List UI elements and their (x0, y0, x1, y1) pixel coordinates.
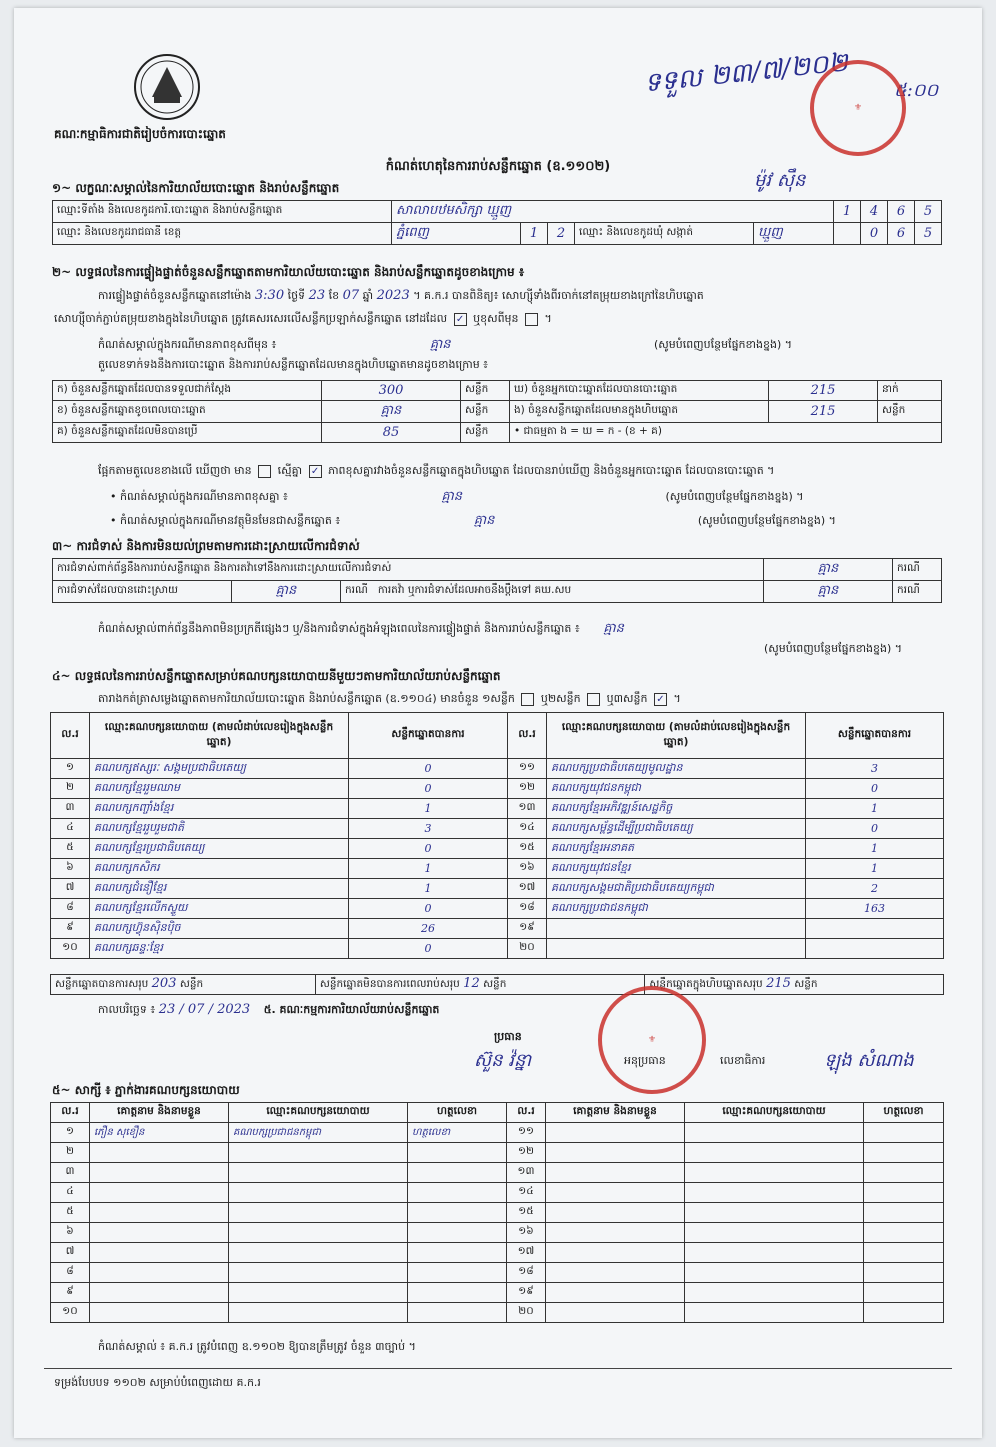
official-stamp-bottom: ⚜ (598, 986, 706, 1094)
party-votes (806, 939, 944, 959)
figures-intro: តួលេខទាក់ទងនឹងការបោះឆ្នោត និងការរាប់សន្លឹកឆ្នោតដែលមានក្នុងហិបឆ្នោតមានដូចខាងក្រោម ៖ (98, 358, 489, 371)
party-votes: 1 (806, 839, 944, 859)
witness-signature (408, 1303, 507, 1323)
party-results-table: ល.រ ឈ្មោះគណបក្សនយោបាយ (តាមលំដាប់លេខរៀងក្នុងសន្លឹកឆ្នោត) សន្លឹកឆ្នោតបានការ ល.រ ឈ្មោះគណបក្សនយោបាយ (តាមលំដាប់លេខរៀងក្នុងសន្លឹកឆ្នោត) សន្លឹកឆ្នោតបានការ ១ គណបក្សឥស្សរៈ សង្គមប្រជាធិបតេយ្យ 0 ១១ គណបក្សប្រជាធិបតេយ្យមូលដ្ឋាន 3 ២ គណបក្សខ្មែររួមឈាម 0 ១២ គណបក្សយុវជនកម្ពុជា 0 ៣ គណបក្សកញ្ចាំងខ្មែរ 1 ១៣ គណបក្សខ្មែរអភិវឌ្ឍន៍សេដ្ឋកិច្ច 1 ៤ គណបក្សខ្មែររួបរួមជាតិ 3 ១៤ គណបក្សសម្ព័ន្ធដើម្បីប្រជាធិបតេយ្យ 0 ៥ គណបក្សខ្មែរប្រជាធិបតេយ្យ 0 ១៥ គណបក្សខ្មែរអនាគត 1 ៦ គណបក្សកសិករ 1 ១៦ គណបក្សយុវជនខ្មែរ 1 ៧ គណបក្សជំនឿខ្មែរ 1 ១៧ គណបក្សសង្គមជាតិប្រជាធិបតេយ្យកម្ពុជា 2 ៨ គណបក្សខ្មែរលើកស្ទួយ 0 ១៨ គណបក្សប្រជាជនកម្ពុជា 163 ៩ គណបក្សហ៊្វុនស៊ិនប៉ិច 26 ១៩ ១០ គណបក្សឆន្ទៈខ្មែរ 0 ២០ (50, 712, 944, 959)
section-5-heading: ៥~ សាក្សី ៖ ភ្នាក់ងារគណបក្សនយោបាយ (52, 1083, 240, 1097)
witness-party (229, 1243, 408, 1263)
party-number: ១២ (508, 779, 547, 799)
province-code-2: 2 (548, 223, 575, 245)
party-name: គណបក្សសម្ព័ន្ធដើម្បីប្រជាធិបតេយ្យ (547, 819, 806, 839)
witness-name (90, 1283, 229, 1303)
party-name: គណបក្សខ្មែររួបរួមជាតិ (90, 819, 349, 839)
witness-party (229, 1303, 408, 1323)
irregularity-suffix: (សូមបំពេញបន្ថែមផ្នែកខាងខ្នង) ។ (764, 642, 903, 655)
party-name: គណបក្សហ៊្វុនស៊ិនប៉ិច (90, 919, 349, 939)
seal-line: សោហ្ស៊ីចាក់ភ្ជាប់តម្រុយខាងក្នុងនៃហិបឆ្នោត ត្រូវគេសរសេរលើសន្លឹកប្រឡាក់សន្លឹកឆ្នោត នៅដដែល ✓ ឬខុសពីមុន ។ (54, 312, 552, 325)
party-number: ៧ (51, 879, 90, 899)
witness-number: ៦ (51, 1223, 90, 1243)
witness-signature (408, 1143, 507, 1163)
witness-row (51, 1163, 944, 1183)
polling-station-value: សាលាបឋមសិក្សា ឃ្មួញ (392, 201, 834, 223)
station-code-4: 5 (915, 201, 942, 223)
witness-signature (408, 1183, 507, 1203)
received-time: ៥:០០ (894, 80, 939, 101)
witness-name (90, 1203, 229, 1223)
witness-signature (408, 1283, 507, 1303)
witness-row (51, 1223, 944, 1243)
witness-name (546, 1123, 685, 1143)
party-number: ១០ (51, 939, 90, 959)
witness-signature (864, 1183, 944, 1203)
party-name (547, 939, 806, 959)
result-row (51, 939, 944, 959)
witness-name (546, 1203, 685, 1223)
commune-code-1: 0 (861, 223, 888, 245)
party-number: ៣ (51, 799, 90, 819)
party-name: គណបក្សប្រជាជនកម្ពុជា (547, 899, 806, 919)
result-row (51, 799, 944, 819)
section-3-heading: ៣~ ការជំទាស់ និងការមិនយល់ព្រមតាមការដោះស្រាយលើការជំទាស់ (52, 539, 360, 553)
party-votes: 1 (806, 799, 944, 819)
province-code-1: 1 (521, 223, 548, 245)
party-name: គណបក្សជំនឿខ្មែរ (90, 879, 349, 899)
party-number: ២០ (508, 939, 547, 959)
result-row (51, 879, 944, 899)
witness-number: ១៤ (507, 1183, 546, 1203)
witness-number: ៤ (51, 1183, 90, 1203)
witness-signature (408, 1243, 507, 1263)
party-number: ១៣ (508, 799, 547, 819)
witness-number: ១៧ (507, 1243, 546, 1263)
witness-name (90, 1263, 229, 1283)
totals-table: សន្លឹកឆ្នោតបានការសរុប 203 សន្លឹក សន្លឹកឆ្នោតមិនបានការពេលរាប់សរុប 12 សន្លឹក សន្លឹកឆ្នោតក្នុងហិបឆ្នោតសរុប 215 សន្លឹក (50, 974, 944, 995)
witness-number: ៩ (51, 1283, 90, 1303)
chief-label: ប្រធាន (494, 1030, 522, 1043)
party-name: គណបក្សកសិករ (90, 859, 349, 879)
witness-party (685, 1203, 864, 1223)
commune-code-2: 6 (888, 223, 915, 245)
witness-party (685, 1243, 864, 1263)
section-2-heading: ២~ លទ្ធផលនៃការផ្ទៀងផ្ទាត់ចំនួនសន្លឹកឆ្នោតតាមការិយាល័យបោះឆ្នោត និងរាប់សន្លឹកឆ្នោតដូចខាងក្រោម ៖ (52, 265, 525, 279)
witness-name (546, 1243, 685, 1263)
footer-divider (44, 1368, 952, 1369)
result-row (51, 859, 944, 879)
difference-note: • កំណត់សម្គាល់ក្នុងករណីមានភាពខុសគ្នា ៖ គ្មាន (សូមបំពេញបន្ថែមផ្នែកខាងខ្នង) ។ (110, 489, 804, 504)
document-page (14, 8, 982, 1438)
witness-name (546, 1303, 685, 1323)
party-number: ១៥ (508, 839, 547, 859)
difference-checkbox[interactable]: ✓ (309, 465, 322, 478)
witness-signature (864, 1143, 944, 1163)
commune-code-blank (834, 223, 861, 245)
party-name: គណបក្សឆន្ទៈខ្មែរ (90, 939, 349, 959)
witness-party (685, 1303, 864, 1323)
witness-number: ១៩ (507, 1283, 546, 1303)
party-votes: 0 (806, 779, 944, 799)
objections-table: ការជំទាស់ពាក់ព័ន្ធនឹងការរាប់សន្លឹកឆ្នោត និងការតវ៉ាទៅនឹងការដោះស្រាយលើការជំទាស់ គ្មាន ករណី ការជំទាស់ដែលបានដោះស្រាយ គ្មាន ករណី ការតវ៉ា ឬការជំទាស់ដែលអាចនឹងប្តឹងទៅ គឃ.សប គ្មាន ករណី (52, 558, 942, 603)
irregularity-note: កំណត់សម្គាល់ពាក់ព័ន្ធនឹងភាពមិនប្រក្រតីផ្សេងៗ ឬ/និងការជំទាស់ក្នុងអំឡុងពេលនៃការផ្ទៀងផ្ទាត់ និងការរាប់សន្លឹកឆ្នោត ៖ គ្មាន (98, 621, 624, 636)
witness-row (51, 1123, 944, 1143)
witness-name (546, 1163, 685, 1183)
commune-label: ឈ្មោះ និងលេខកូដឃុំ សង្កាត់ (575, 223, 754, 245)
party-name: គណបក្សខ្មែរប្រជាធិបតេយ្យ (90, 839, 349, 859)
comparison-line: ផ្អែកតាមតួលេខខាងលើ ឃើញថា មាន ស្មើគ្នា ✓ ភាពខុសគ្នារវាងចំនួនសន្លឹកឆ្នោតក្នុងហិបឆ្នោត ដែលបានរាប់ឃើញ និងចំនួនអ្នកបោះឆ្នោត ដែលបានបោះឆ្នោត ។ (98, 464, 775, 477)
secretary-signature: ឡុង សំណាង (824, 1050, 914, 1071)
witness-party (685, 1143, 864, 1163)
ballot-figures-table: ក) ចំនួនសន្លឹកឆ្នោតដែលបានទទួលជាក់ស្តែង 300 សន្លឹក ឃ) ចំនួនអ្នកបោះឆ្នោតដែលបានបោះឆ្នោត 215 នាក់ ខ) ចំនួនសន្លឹកឆ្នោតខូចពេលបោះឆ្នោត គ្មាន សន្លឹក ង) ចំនួនសន្លឹកឆ្នោតដែលមានក្នុងហិបឆ្នោត 215 សន្លឹក គ) ចំនួនសន្លឹកឆ្នោតដែលមិនបានប្រើ 85 សន្លឹក • ជាធម្មតា ង = ឃ = ក - (ខ + គ) (52, 380, 942, 443)
party-number: ៩ (51, 919, 90, 939)
result-row (51, 839, 944, 859)
witness-number: ១២ (507, 1143, 546, 1163)
witness-party (685, 1163, 864, 1183)
committee-name: គណៈកម្មាធិការជាតិរៀបចំការបោះឆ្នោត (54, 127, 226, 141)
party-name: គណបក្សខ្មែរអភិវឌ្ឍន៍សេដ្ឋកិច្ច (547, 799, 806, 819)
foreign-object-note: • កំណត់សម្គាល់ក្នុងករណីមានវត្ថុមិនមែនជាសន្លឹកឆ្នោត ៖ គ្មាន (សូមបំពេញបន្ថែមផ្នែកខាងខ្នង) ។ (110, 513, 836, 528)
witness-name (546, 1263, 685, 1283)
witness-number: ១៣ (507, 1163, 546, 1183)
party-name: គណបក្សខ្មែរអនាគត (547, 839, 806, 859)
change-note-line: កំណត់សម្គាល់ក្នុងករណីមានភាពខុសពីមុន ៖ គ្មាន (សូមបំពេញបន្ថែមផ្នែកខាងខ្នង) ។ (98, 337, 793, 352)
witness-party (229, 1163, 408, 1183)
party-number: ១៧ (508, 879, 547, 899)
witness-number: ៣ (51, 1163, 90, 1183)
party-votes (806, 919, 944, 939)
witness-number: ១៨ (507, 1263, 546, 1283)
witness-name (90, 1183, 229, 1203)
witness-row (51, 1283, 944, 1303)
polling-station-label: ឈ្មោះទីតាំង និងលេខកូដការិ.បោះឆ្នោត និងរាប់សន្លឹកឆ្នោត (53, 201, 392, 223)
party-votes: 26 (349, 919, 508, 939)
party-number: ១ (51, 759, 90, 779)
party-number: ១៤ (508, 819, 547, 839)
province-label: ឈ្មោះ និងលេខកូដរាជធានី ខេត្ត (53, 223, 392, 245)
witness-signature (864, 1243, 944, 1263)
station-code-3: 6 (888, 201, 915, 223)
witness-signature (864, 1303, 944, 1323)
witness-number: ៧ (51, 1243, 90, 1263)
witness-number: ៥ (51, 1203, 90, 1223)
witness-number: ៨ (51, 1263, 90, 1283)
party-votes: 2 (806, 879, 944, 899)
witness-signature: ហត្ថលេខា (408, 1123, 507, 1143)
party-name (547, 919, 806, 939)
result-row (51, 899, 944, 919)
party-name: គណបក្សខ្មែរលើកស្ទួយ (90, 899, 349, 919)
party-number: ១៩ (508, 919, 547, 939)
party-number: ៨ (51, 899, 90, 919)
witness-number: ១ (51, 1123, 90, 1143)
three-sheet-checkbox[interactable]: ✓ (654, 693, 667, 706)
section-4-heading: ៤~ លទ្ធផលនៃការរាប់សន្លឹកឆ្នោតសម្រាប់គណបក្សនយោបាយនីមួយៗតាមការិយាល័យរាប់សន្លឹកឆ្នោត (52, 669, 501, 683)
witness-row (51, 1243, 944, 1263)
date-line: កាលបរិច្ឆេទ ៖ 23 / 07 / 2023 ៥. គណៈកម្មការការិយាល័យរាប់សន្លឹកឆ្នោត (98, 1002, 440, 1017)
witness-party (229, 1203, 408, 1223)
witness-party (685, 1123, 864, 1143)
party-name: គណបក្សឥស្សរៈ សង្គមប្រជាធិបតេយ្យ (90, 759, 349, 779)
witness-number: ២០ (507, 1303, 546, 1323)
party-votes: 0 (349, 779, 508, 799)
witness-name (90, 1303, 229, 1323)
witness-row (51, 1303, 944, 1323)
result-row (51, 819, 944, 839)
tally-sheet-line: តារាងកត់ត្រាសម្លេងឆ្នោតតាមការិយាល័យបោះឆ្នោត និងរាប់សន្លឹកឆ្នោត (ឧ.១១០៤) មានចំនួន ១សន្លឹក ឬ២សន្លឹក ឬ៣សន្លឹក ✓ ។ (98, 692, 681, 705)
party-votes: 0 (806, 819, 944, 839)
commune-code-3: 5 (915, 223, 942, 245)
section-1-heading: ១~ លក្ខណៈសម្គាល់នៃការិយាល័យបោះឆ្នោត និងរាប់សន្លឹកឆ្នោត (52, 181, 340, 195)
witness-name: ភឿន សុខឿន (90, 1123, 229, 1143)
witness-signature (864, 1123, 944, 1143)
witness-signature (864, 1203, 944, 1223)
equal-checkbox-empty[interactable] (258, 465, 271, 478)
witness-number: ១៦ (507, 1223, 546, 1243)
witness-party (229, 1143, 408, 1163)
witness-signature (864, 1283, 944, 1303)
party-name: គណបក្សប្រជាធិបតេយ្យមូលដ្ឋាន (547, 759, 806, 779)
witness-party: គណបក្សប្រជាជនកម្ពុជា (229, 1123, 408, 1143)
witness-party (685, 1263, 864, 1283)
form-footer: ទម្រង់បែបបទ ១១០២ សម្រាប់បំពេញដោយ គ.ក.រ (54, 1376, 261, 1389)
witness-signature (864, 1263, 944, 1283)
result-row (51, 919, 944, 939)
party-name: គណបក្សកញ្ចាំងខ្មែរ (90, 799, 349, 819)
party-name: គណបក្សសង្គមជាតិប្រជាធិបតេយ្យកម្ពុជា (547, 879, 806, 899)
party-number: ១១ (508, 759, 547, 779)
party-votes: 0 (349, 899, 508, 919)
result-row (51, 779, 944, 799)
station-code-1: 1 (834, 201, 861, 223)
party-number: ៦ (51, 859, 90, 879)
two-sheet-checkbox[interactable] (587, 693, 600, 706)
witness-party (685, 1283, 864, 1303)
witness-party (685, 1223, 864, 1243)
party-votes: 1 (349, 799, 508, 819)
witness-row (51, 1203, 944, 1223)
witness-signature (408, 1163, 507, 1183)
party-votes: 0 (349, 939, 508, 959)
witness-name (546, 1143, 685, 1163)
witness-party (685, 1183, 864, 1203)
verification-line: ការផ្ទៀងផ្ទាត់ចំនួនសន្លឹកឆ្នោតនៅម៉ោង 3:30 ថ្ងៃទី 23 ខែ 07 ឆ្នាំ 2023 ។ គ.ក.រ បានពិនិត្យ៖ សោហ្ស៊ីទាំងពីរចាក់នៅតម្រុយខាងក្រៅនៃហិបឆ្នោត (98, 288, 704, 303)
one-sheet-checkbox[interactable] (521, 693, 534, 706)
official-stamp-top: ⚜ (810, 60, 906, 156)
party-number: ១៨ (508, 899, 547, 919)
received-note: ទទួល ២៣/៧/២០២ (642, 47, 850, 99)
witness-name (546, 1223, 685, 1243)
witness-name (90, 1143, 229, 1163)
witness-signature (864, 1163, 944, 1183)
changed-checkbox[interactable] (525, 313, 538, 326)
party-votes: 1 (349, 859, 508, 879)
witness-row (51, 1183, 944, 1203)
party-votes: 3 (806, 759, 944, 779)
witness-number: ១៥ (507, 1203, 546, 1223)
province-value: ភ្នំពេញ (392, 223, 521, 245)
station-code-2: 4 (861, 201, 888, 223)
party-votes: 0 (349, 759, 508, 779)
secretary-label: លេខាធិការ (720, 1054, 766, 1067)
witness-name (90, 1243, 229, 1263)
party-votes: 163 (806, 899, 944, 919)
witness-name (546, 1283, 685, 1303)
party-votes: 3 (349, 819, 508, 839)
witness-party (229, 1223, 408, 1243)
witness-signature (408, 1223, 507, 1243)
party-number: ១៦ (508, 859, 547, 879)
witness-row (51, 1143, 944, 1163)
commune-value: ឃ្មួញ (754, 223, 834, 245)
witness-row (51, 1263, 944, 1283)
party-number: ២ (51, 779, 90, 799)
witness-name (90, 1163, 229, 1183)
witness-party (229, 1183, 408, 1203)
received-by-name: ម៉ូវ ស៊ឹន (754, 170, 806, 191)
witness-signature (408, 1263, 507, 1283)
party-name: គណបក្សយុវជនកម្ពុជា (547, 779, 806, 799)
party-votes: 0 (349, 839, 508, 859)
witness-party (229, 1263, 408, 1283)
witness-number: ១០ (51, 1303, 90, 1323)
party-name: គណបក្សយុវជនខ្មែរ (547, 859, 806, 879)
nec-emblem-icon (132, 52, 202, 122)
party-votes: 1 (349, 879, 508, 899)
party-number: ៥ (51, 839, 90, 859)
witness-party (229, 1283, 408, 1303)
witness-table: ល.រ គោត្តនាម និងនាមខ្លួន ឈ្មោះគណបក្សនយោបាយ ហត្ថលេខា ល.រ គោត្តនាម និងនាមខ្លួន ឈ្មោះគណបក្សនយោបាយ ហត្ថលេខា ១ ភឿន សុខឿន គណបក្សប្រជាជនកម្ពុជា ហត្ថលេខា ១១ ២ ១២ ៣ ១៣ ៤ ១៤ ៥ ១៥ ៦ ១៦ ៧ ១៧ ៨ ១៨ ៩ ១៩ ១០ ២០ (50, 1102, 944, 1323)
witness-number: ១១ (507, 1123, 546, 1143)
section-1-table (52, 200, 942, 245)
witness-signature (408, 1203, 507, 1223)
party-name: គណបក្សខ្មែររួមឈាម (90, 779, 349, 799)
party-number: ៤ (51, 819, 90, 839)
witness-name (546, 1183, 685, 1203)
vice-chief-label: អនុប្រធាន (624, 1054, 666, 1067)
footer-note: កំណត់សម្គាល់ ៖ គ.ក.រ ត្រូវបំពេញ ឧ.១១០២ ឱ្យបានត្រឹមត្រូវ ចំនួន ៣ច្បាប់ ។ (98, 1340, 416, 1353)
chief-signature: ស៊ួន វ៉ន្នា (474, 1050, 532, 1071)
witness-signature (864, 1223, 944, 1243)
witness-number: ២ (51, 1143, 90, 1163)
unchanged-checkbox[interactable]: ✓ (454, 313, 467, 326)
witness-name (90, 1223, 229, 1243)
party-votes: 1 (806, 859, 944, 879)
result-row (51, 759, 944, 779)
document-title: កំណត់ហេតុនៃការរាប់សន្លឹកឆ្នោត (ឧ.១១០២) (385, 159, 611, 174)
